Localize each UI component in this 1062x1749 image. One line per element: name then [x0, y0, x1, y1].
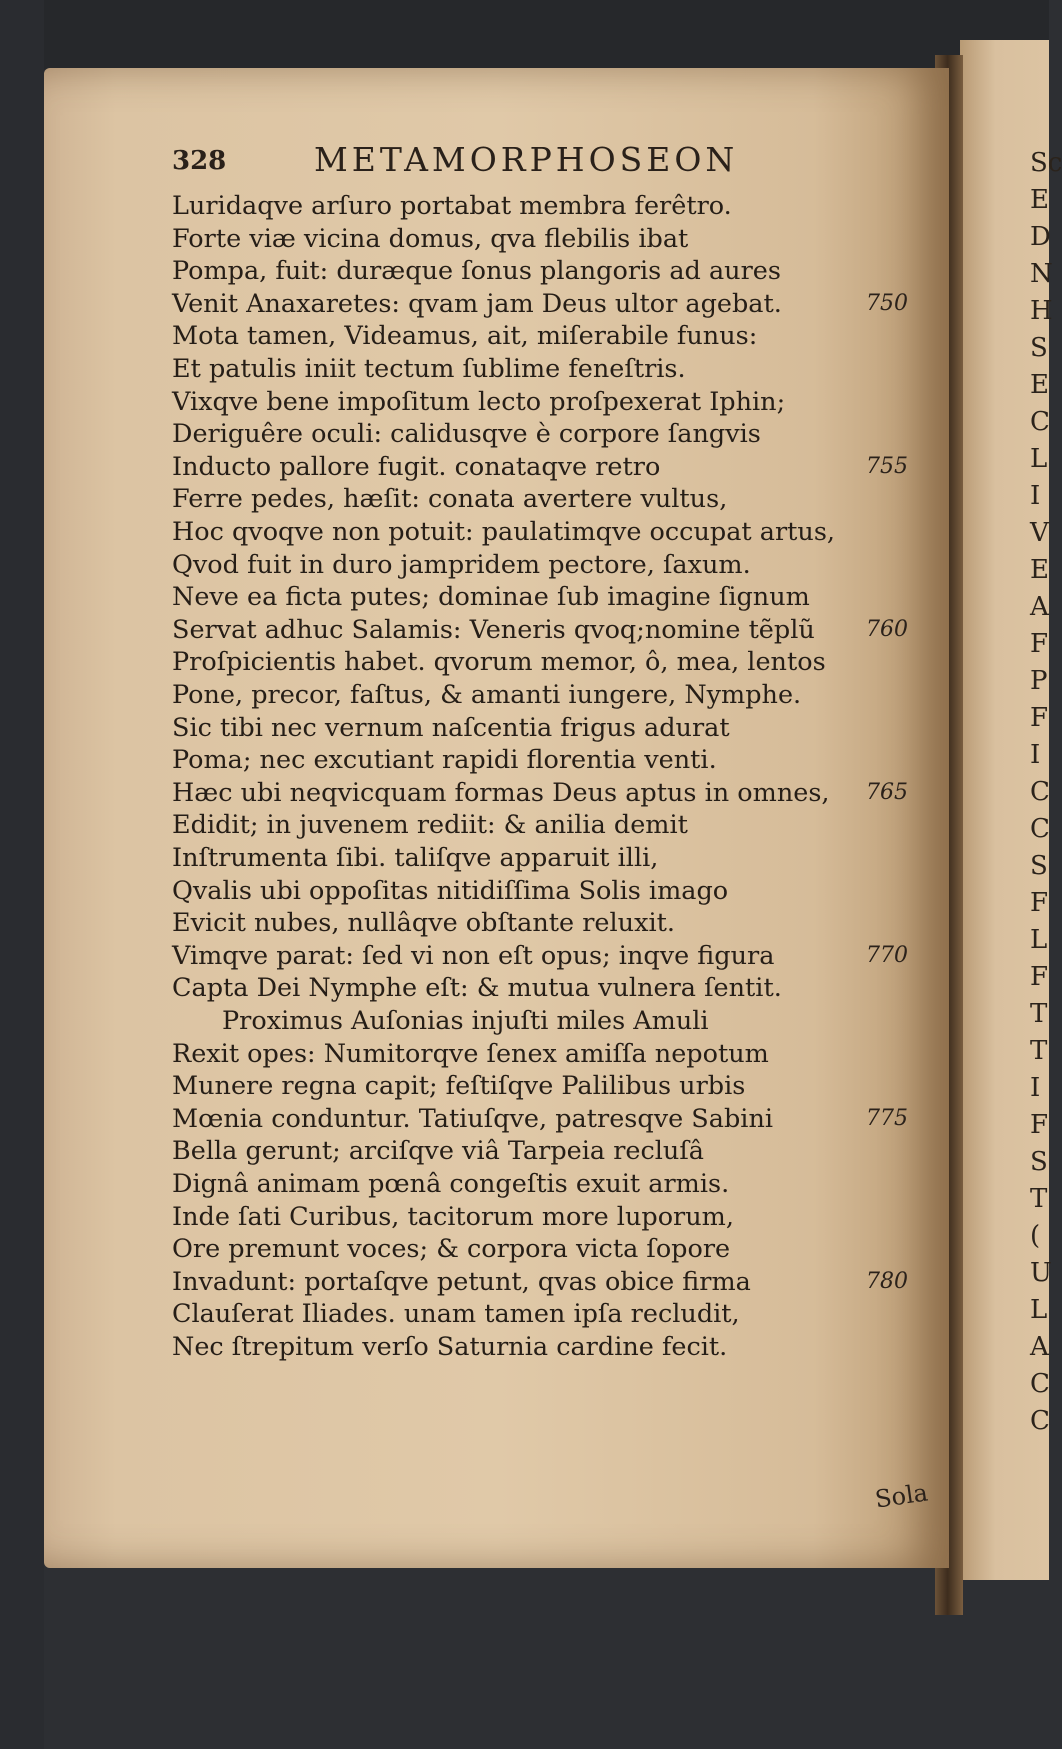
verse-line	[172, 1298, 932, 1330]
verse-line-text: Poma; nec excutiant rapidi florentia venti.	[172, 745, 717, 776]
verse-line	[172, 907, 932, 939]
verse-line	[172, 288, 932, 320]
facing-page-letter: D	[1030, 222, 1051, 252]
facing-page-letter: A	[1030, 592, 1049, 622]
verse-line	[172, 842, 932, 874]
verse-line	[172, 549, 932, 581]
verse-line-text: Munere regna capit; feſtiſqve Palilibus urbis	[172, 1071, 746, 1102]
facing-page-letter: T	[1030, 1184, 1048, 1214]
verse-line	[172, 418, 932, 450]
verse-line	[172, 614, 932, 646]
facing-page-letter: C	[1030, 1369, 1050, 1399]
verse-line-text: Luridaqve arſuro portabat membra ferêtro.	[172, 191, 732, 221]
facing-page-letter: E	[1030, 185, 1049, 215]
background-left	[0, 0, 44, 1749]
verse-line-text: Inſtrumenta ſibi. taliſqve apparuit illi,	[172, 843, 659, 873]
verse-line-text: Hæc ubi neqvicquam formas Deus aptus in omnes,	[172, 777, 830, 808]
verse-line-text: Dignâ animam pœnâ congeſtis exuit armis.	[172, 1169, 730, 1199]
catchword: Sola	[873, 1478, 930, 1514]
verse-line-text: Sic tibi nec vernum naſcentia frigus adurat	[172, 712, 730, 743]
verse-line	[172, 1103, 932, 1135]
verse-line-text: Servat adhuc Salamis: Veneris qvoq;nomine tẽplũ	[172, 614, 815, 645]
facing-page-letter: L	[1030, 444, 1048, 474]
facing-page-letter: F	[1030, 888, 1049, 918]
verse-line	[172, 777, 932, 809]
verse-line	[172, 1038, 932, 1070]
verse-line-text: Vimqve parat: ſed vi non eſt opus; inqve figura	[172, 940, 775, 971]
facing-page-letter: L	[1030, 925, 1048, 955]
verse-line	[172, 940, 932, 972]
facing-page-letter: C	[1030, 814, 1050, 844]
verse-line-text: Qvalis ubi oppoſitas nitidiſſima Solis imago	[172, 875, 729, 906]
verse-line	[172, 972, 932, 1004]
verse-line	[172, 712, 932, 744]
verse-line	[172, 353, 932, 385]
verse-line-text: Clauſerat Iliades. unam tamen ipſa recludit,	[172, 1299, 740, 1330]
verse-line	[172, 1005, 932, 1037]
verse-line-text: Vixqve bene impoſitum lecto proſpexerat Iphin;	[172, 386, 786, 417]
facing-page-letter: F	[1030, 629, 1049, 659]
verse-line-text: Bella gerunt; arciſqve viâ Tarpeia recluſâ	[172, 1136, 704, 1167]
page-header	[172, 140, 912, 180]
verse-line	[172, 255, 932, 287]
facing-page-letter: S	[1030, 851, 1048, 881]
facing-page-letter: E	[1030, 370, 1049, 400]
verse-line	[172, 190, 932, 222]
verse-line	[172, 1135, 932, 1167]
verse-line-text: Edidit; in juvenem rediit: & anilia demit	[172, 810, 688, 841]
verse-line-text: Inducto pallore fugit. conataqve retro	[172, 451, 661, 482]
facing-page-letter: I	[1030, 481, 1041, 511]
verse-line	[172, 1070, 932, 1102]
verse-line-text: Mota tamen, Videamus, ait, miſerabile funus:	[172, 321, 758, 352]
facing-page-letter: F	[1030, 1110, 1049, 1140]
verse-line	[172, 581, 932, 613]
facing-page-letter: F	[1030, 962, 1049, 992]
verse-line	[172, 320, 932, 352]
facing-page-letter: I	[1030, 1073, 1041, 1103]
verse-line-text: Rexit opes: Numitorqve ſenex amiſſa nepotum	[172, 1038, 769, 1069]
verse-line-text: Evicit nubes, nullâqve obſtante reluxit.	[172, 908, 675, 939]
facing-page-letter: H	[1030, 296, 1053, 326]
verse-line-text: Ferre pedes, hæſit: conata avertere vultus,	[172, 484, 728, 515]
verse-line	[172, 679, 932, 711]
verse-line	[172, 646, 932, 678]
facing-page-letter: U	[1030, 1258, 1052, 1288]
facing-page-letter: S	[1030, 333, 1048, 363]
verse-line-text: Nec ſtrepitum verſo Saturnia cardine fecit.	[172, 1332, 728, 1362]
facing-page-letter: N	[1030, 259, 1053, 289]
facing-page-letter: I	[1030, 740, 1041, 770]
verse-line-text: Deriguêre oculi: calidusqve è corpore ſangvis	[172, 419, 761, 450]
verse-line	[172, 1266, 932, 1298]
verse-line	[172, 875, 932, 907]
verse-line	[172, 386, 932, 418]
facing-page-letter: C	[1030, 777, 1050, 807]
facing-page-letter: T	[1030, 1036, 1048, 1066]
line-number: 780	[866, 1268, 908, 1294]
facing-page-letter: V	[1030, 518, 1049, 548]
facing-page-letter: A	[1030, 1332, 1049, 1362]
verse-line-text: Proſpicientis habet. qvorum memor, ô, mea, lentos	[172, 647, 826, 678]
facing-page-letter: L	[1030, 1295, 1048, 1325]
facing-page-letter: P	[1030, 666, 1048, 696]
verse-line-text: Mœnia conduntur. Tatiuſqve, patresqve Sabini	[172, 1103, 774, 1134]
verse-line-text: Venit Anaxaretes: qvam jam Deus ultor agebat.	[172, 288, 782, 319]
verse-line-text: Proximus Auſonias injuſti miles Amuli	[222, 1006, 709, 1036]
verse-line-text: Hoc qvoqve non potuit: paulatimqve occupat artus,	[172, 517, 836, 547]
line-number: 775	[866, 1105, 908, 1131]
verse-line-text: Ore premunt voces; & corpora victa ſopore	[172, 1234, 731, 1265]
facing-page-letter: (	[1030, 1221, 1041, 1251]
line-number: 755	[866, 453, 908, 479]
facing-page-letter: Sc	[1030, 148, 1062, 178]
facing-page-letter: E	[1030, 555, 1049, 585]
verse-line-text: Forte viæ vicina domus, qva flebilis ibat	[172, 223, 689, 254]
verse-line-text: Pone, precor, faſtus, & amanti iungere, Nymphe.	[172, 680, 802, 710]
verse-line	[172, 223, 932, 255]
verse-line-text: Qvod fuit in duro jampridem pectore, ſaxum.	[172, 549, 751, 580]
verse-line-text: Pompa, fuit: duræque ſonus plangoris ad aures	[172, 256, 781, 287]
verse-line	[172, 516, 932, 548]
facing-page-letter: S	[1030, 1147, 1048, 1177]
facing-page-letter: F	[1030, 703, 1049, 733]
running-title: METAMORPHOSEON	[314, 140, 739, 179]
background-top	[0, 0, 1049, 70]
verse-line	[172, 744, 932, 776]
facing-page-letter: C	[1030, 407, 1050, 437]
verse-line	[172, 1201, 932, 1233]
verse-line	[172, 483, 932, 515]
verse-line-text: Invadunt: portaſqve petunt, qvas obice firma	[172, 1266, 751, 1297]
verse-line	[172, 1331, 932, 1363]
verse-line	[172, 1233, 932, 1265]
line-number: 770	[866, 942, 908, 968]
verse-line-text: Capta Dei Nymphe eſt: & mutua vulnera ſentit.	[172, 973, 782, 1004]
verse-line-text: Neve ea ficta putes; dominae ſub imagine ſignum	[172, 582, 810, 613]
facing-page-letter: C	[1030, 1406, 1050, 1436]
facing-page-letter: T	[1030, 999, 1048, 1029]
verse-line	[172, 451, 932, 483]
verse-line-text: Et patulis iniit tectum ſublime feneſtris.	[172, 354, 686, 384]
verse-line-text: Inde ſati Curibus, tacitorum more luporum,	[172, 1201, 734, 1232]
line-number: 765	[866, 779, 908, 805]
line-number: 750	[866, 290, 908, 316]
verse-line	[172, 1168, 932, 1200]
verse-line	[172, 809, 932, 841]
page-number: 328	[172, 146, 227, 176]
line-number: 760	[866, 616, 908, 642]
